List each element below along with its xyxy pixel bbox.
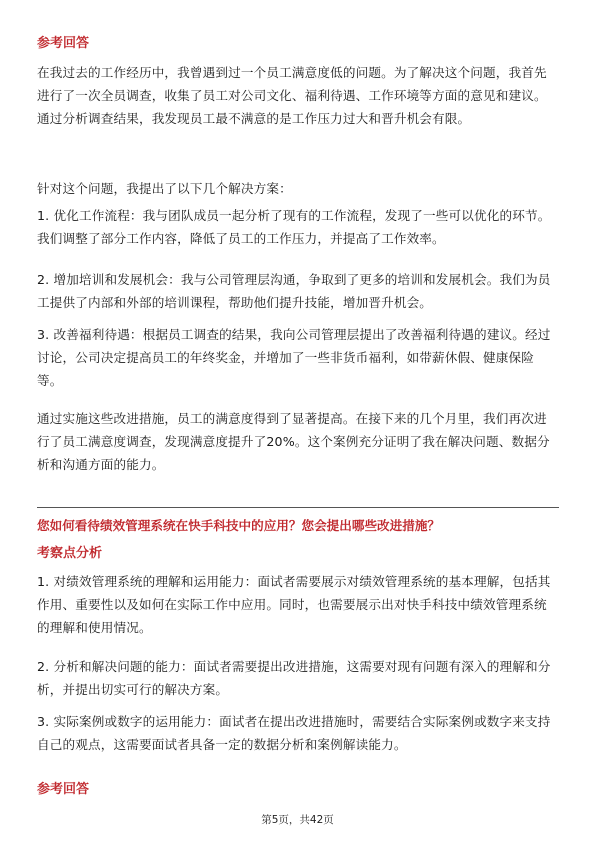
answer-paragraph-intro: 在我过去的工作经历中，我曾遇到过一个员工满意度低的问题。为了解决这个问题，我首先进行了一次全员调查，收集了员工对公司文化、福利待遇、工作环境等方面的意见和建议。通过分析调查结果，我发现员工最不满意的是工作压力过大和晋升机会有限。 — [37, 65, 547, 126]
assessment-point-2: 2. 分析和解决问题的能力：面试者需要提出改进措施，这需要对现有问题有深入的理解和分析，并提出切实可行的解决方案。 — [37, 659, 551, 697]
assessment-point-3: 3. 实际案例或数字的运用能力：面试者在提出改进措施时，需要结合实际案例或数字来支持自己的观点，这需要面试者具备一定的数据分析和案例解读能力。 — [37, 714, 551, 752]
answer-paragraph-solutions-lead: 针对这个问题，我提出了以下几个解决方案： — [37, 181, 292, 196]
assessment-point-1: 1. 对绩效管理系统的理解和运用能力：面试者需要展示对绩效管理系统的基本理解，包括其作用、重要性以及如何在实际工作中应用。同时，也需要展示出对快手科技中绩效管理系统的理解和使用情况。 — [37, 574, 551, 635]
interview-question: 您如何看待绩效管理系统在快手科技中的应用？您会提出哪些改进措施？ — [37, 518, 440, 533]
reference-answer-heading: 参考回答 — [37, 36, 90, 51]
assessment-points-heading: 考察点分析 — [37, 546, 103, 561]
section-divider — [37, 507, 559, 508]
answer-item-2: 2. 增加培训和发展机会：我与公司管理层沟通，争取到了更多的培训和发展机会。我们为员工提供了内部和外部的培训课程，帮助他们提升技能，增加晋升机会。 — [37, 272, 551, 310]
reference-answer-heading-2: 参考回答 — [37, 782, 90, 797]
page-number-footer: 第5页，共42页 — [261, 814, 334, 826]
answer-item-3: 3. 改善福利待遇：根据员工调查的结果，我向公司管理层提出了改善福利待遇的建议。经过讨论，公司决定提高员工的年终奖金，并增加了一些非货币福利，如带薪休假、健康保险等。 — [37, 327, 551, 388]
answer-paragraph-result: 通过实施这些改进措施，员工的满意度得到了显著提高。在接下来的几个月里，我们再次进行了员工满意度调查，发现满意度提升了20%。这个案例充分证明了我在解决问题、数据分析和沟通方面的能力。 — [37, 411, 550, 472]
answer-item-1: 1. 优化工作流程：我与团队成员一起分析了现有的工作流程，发现了一些可以优化的环节。我们调整了部分工作内容，降低了员工的工作压力，并提高了工作效率。 — [37, 208, 551, 246]
